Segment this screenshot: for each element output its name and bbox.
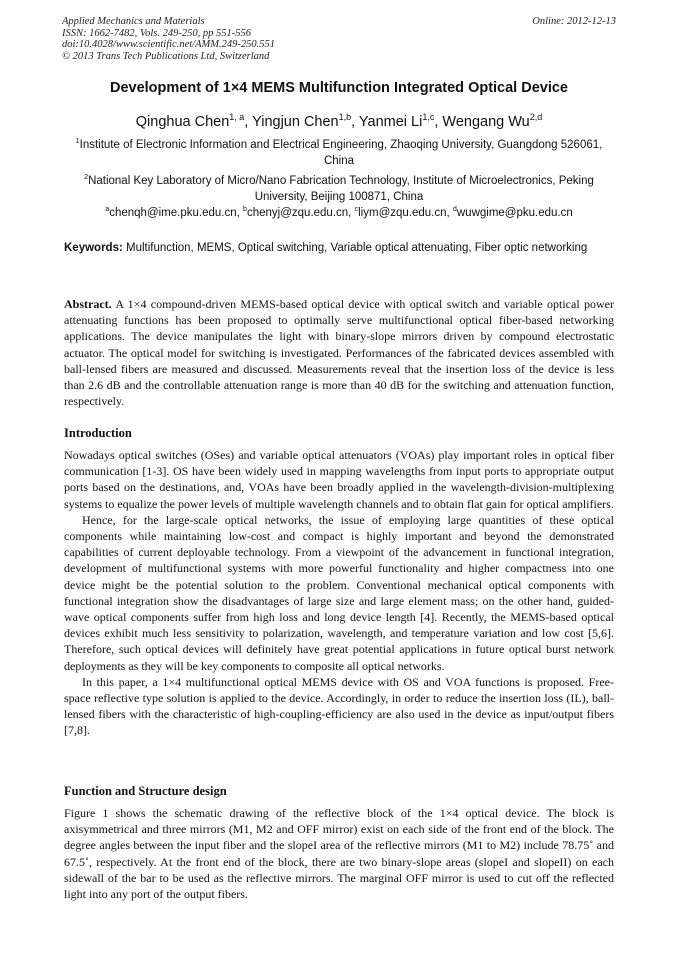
author: Qinghua Chen$^{1, a}$, xyxy=(135,112,253,130)
email-list xyxy=(40,207,638,219)
keywords xyxy=(64,241,614,257)
abstract-text: A 1×4 compound-driven MEMS-based optical device with optical switch and variable optical power attenuating functions has been proposed to optimally serve multifunctional optical fiber-based networking applications. The device manipulates the light with binary-slope mirrors driven by compound electrostatic actuator. The optical model for switching is investigated. Performances of the fabricated devices assembled with ball-lensed fibers are measured and discussed. Measurements reveal that the insertion loss of the device is less than 2.6 dB and the controllable attenuation range is more than 40 dB for the switching and attenuation function, respectively. xyxy=(64,297,614,409)
author-list xyxy=(0,114,678,130)
abstract-label: Abstract. xyxy=(64,297,112,311)
paragraph: Figure 1 shows the schematic drawing of the reflective block of the 1×4 optical device. The block is axisymmetrical and three mirrors (M1, M2 and OFF mirror) exist on each side of the front end of the block. The degree angles between the input fiber and the slopeI area of the reflective mirrors (M1 to M2) include 78.75˚ and 67.5˚, respectively. At the front end of the block, there are two binary-slope areas (slopeI and slopeII) on each sidewall of the bar to be used as the reflective mirrors. The marginal OFF mirror is used to cut off the reflected light into any port of the output fibers. xyxy=(64,806,614,902)
issn: ISSN: 1662-7482, Vols. 249-250, pp 551-556 xyxy=(62,27,251,39)
email: $^a$chenqh@ime.pku.edu.cn, xyxy=(105,205,244,219)
function-structure-body xyxy=(64,805,614,902)
paragraph: Nowadays optical switches (OSes) and variable optical attenuators (VOAs) play important roles in optical fiber communication [1-3]. OS have been widely used in mapping wavelengths from input ports to appropriate output ports based on the destinations, and, VOAs have been broadly applied in the wavelength-division-multiplexing systems to equalize the power levels of multiple wavelength channels and to obtain flat gain for optical amplifiers. xyxy=(64,448,614,511)
paragraph: Hence, for the large-scale optical networks, the issue of employing large quantities of these optical components while maintaining low-cost and compact is highly important and beyond the demonstrated capabilities of current deployable technology. From a viewpoint of the advancement in functional integration, development of multifunctional systems with more powerful functionality and higher compactness into one device might be the potential solution to the problem. Conventional mechanical optical components with functional integration show the disadvantages of large size and large element mass; on the other hand, guided-wave optical components suffer from high loss and long device length [4]. Recently, the MEMS-based optical devices exhibit much less sensitivity to polarization, wavelength, and temperature variation and low cost [5,6]. Therefore, such optical devices will definitely have great potential applications in future optical burst network deployments as they will be key components to composite all optical networks. xyxy=(64,512,614,673)
author: Yanmei Li$^{1,c}$, xyxy=(358,112,443,130)
introduction-body xyxy=(64,447,614,739)
abstract xyxy=(64,296,614,409)
keywords-label: Keywords: xyxy=(64,242,123,254)
email: $^d$wuwgime@pku.edu.cn xyxy=(452,205,573,219)
affiliation-2: $^2$National Key Laboratory of Micro/Nano Fabrication Technology, Institute of Microelectronics, Peking University, Beijing 100871, China xyxy=(84,173,594,203)
doi: doi:10.4028/www.scientific.net/AMM.249-250.551 xyxy=(62,39,275,50)
email: $^c$liym@zqu.edu.cn, xyxy=(354,205,453,219)
journal-header xyxy=(62,16,616,62)
copyright: © 2013 Trans Tech Publications Ltd, Switzerland xyxy=(62,50,270,62)
keywords-text: Multifunction, MEMS, Optical switching, Variable optical attenuating, Fiber optic networking xyxy=(126,242,588,254)
online-date: Online: 2012-12-13 xyxy=(532,16,616,27)
author: Wengang Wu$^{2,d}$ xyxy=(442,112,543,130)
paragraph: In this paper, a 1×4 multifunctional optical MEMS device with OS and VOA functions is proposed. Free-space reflective type solution is applied to the device. Accordingly, in order to reduce the insertion loss (IL), ball-lensed fibers with the characteristic of high-coupling-efficiency are also used in the device as input/output fibers [7,8]. xyxy=(64,674,614,738)
email: $^b$chenyj@zqu.edu.cn, xyxy=(243,205,355,219)
author: Yingjun Chen$^{1,b}$, xyxy=(252,112,359,130)
journal-name: Applied Mechanics and Materials xyxy=(62,16,205,27)
paper-title: Development of 1×4 MEMS Multifunction Integrated Optical Device xyxy=(109,80,569,96)
section-heading-introduction: Introduction xyxy=(64,426,132,440)
section-heading-function-structure: Function and Structure design xyxy=(64,784,227,798)
affiliation-1: $^1$Institute of Electronic Information and Electrical Engineering, Zhaoqing University, Guangdong 526061, China xyxy=(75,137,603,167)
